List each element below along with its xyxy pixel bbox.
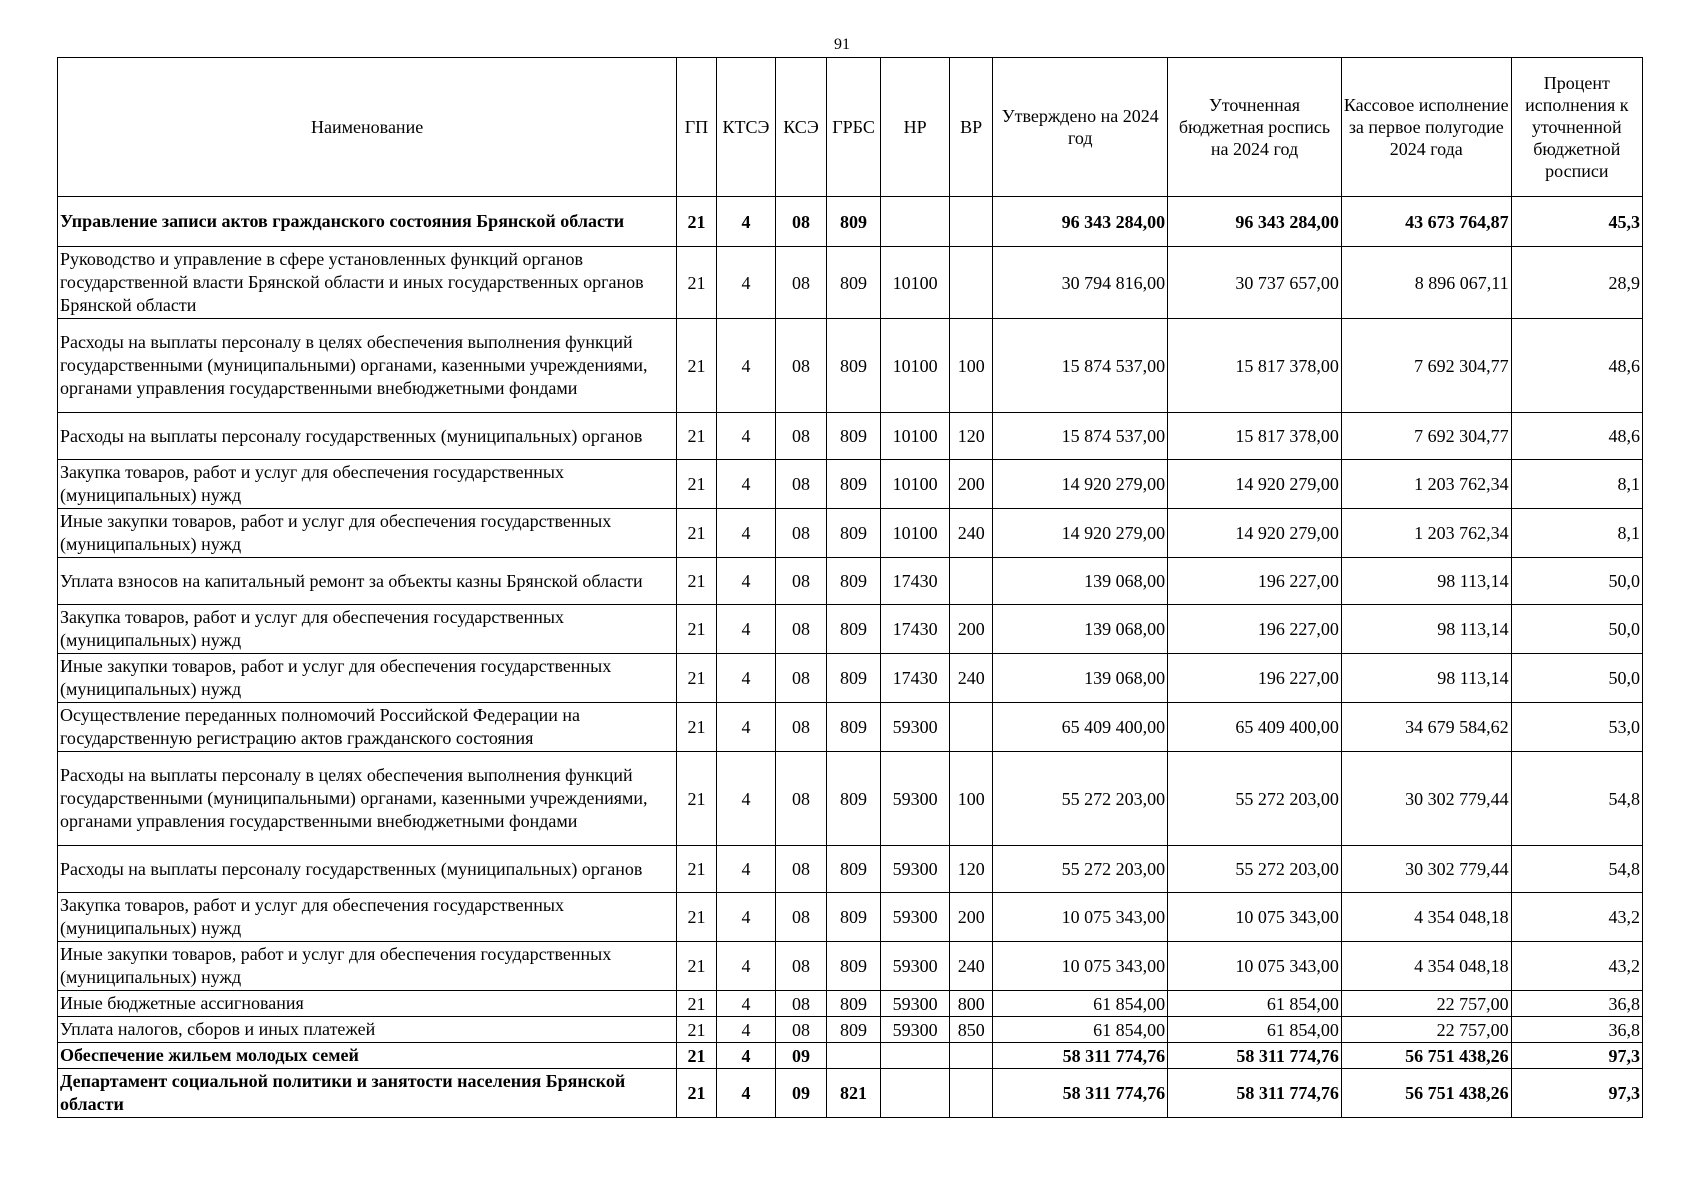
cell-kse: 09 <box>776 1043 827 1069</box>
cell-percent: 54,8 <box>1511 846 1642 893</box>
cell-grbs: 809 <box>826 460 881 509</box>
cell-refined: 96 343 284,00 <box>1168 197 1342 247</box>
cell-approved: 55 272 203,00 <box>993 846 1168 893</box>
table-row <box>58 558 1643 605</box>
cell-percent: 28,9 <box>1511 247 1642 319</box>
cell-nr: 17430 <box>881 654 950 703</box>
cell-grbs: 809 <box>826 605 881 654</box>
cell-vr: 850 <box>949 1017 992 1043</box>
table-header-row <box>58 58 1643 197</box>
cell-name: Закупка товаров, работ и услуг для обеспечения государственных (муниципальных) нужд <box>58 605 677 654</box>
cell-cash: 8 896 067,11 <box>1341 247 1511 319</box>
table-row <box>58 846 1643 893</box>
cell-cash: 98 113,14 <box>1341 605 1511 654</box>
cell-refined: 196 227,00 <box>1168 605 1342 654</box>
cell-cash: 34 679 584,62 <box>1341 703 1511 752</box>
cell-refined: 61 854,00 <box>1168 991 1342 1017</box>
cell-kse: 08 <box>776 413 827 460</box>
cell-nr <box>881 197 950 247</box>
cell-approved: 65 409 400,00 <box>993 703 1168 752</box>
budget-execution-table <box>57 57 1643 1118</box>
cell-approved: 58 311 774,76 <box>993 1069 1168 1118</box>
cell-ktse: 4 <box>716 1069 776 1118</box>
cell-nr: 59300 <box>881 1017 950 1043</box>
cell-grbs: 821 <box>826 1069 881 1118</box>
cell-vr: 200 <box>949 460 992 509</box>
cell-percent: 53,0 <box>1511 703 1642 752</box>
cell-kse: 08 <box>776 942 827 991</box>
cell-grbs: 809 <box>826 319 881 413</box>
cell-gp: 21 <box>677 413 716 460</box>
cell-nr: 59300 <box>881 942 950 991</box>
cell-kse: 08 <box>776 460 827 509</box>
cell-ktse: 4 <box>716 247 776 319</box>
cell-ktse: 4 <box>716 752 776 846</box>
cell-percent: 43,2 <box>1511 942 1642 991</box>
cell-vr <box>949 1069 992 1118</box>
cell-vr: 240 <box>949 654 992 703</box>
cell-approved: 139 068,00 <box>993 558 1168 605</box>
cell-cash: 98 113,14 <box>1341 654 1511 703</box>
table-row <box>58 1069 1643 1118</box>
cell-cash: 4 354 048,18 <box>1341 942 1511 991</box>
cell-ktse: 4 <box>716 319 776 413</box>
cell-vr <box>949 247 992 319</box>
cell-gp: 21 <box>677 319 716 413</box>
cell-name: Расходы на выплаты персоналу в целях обеспечения выполнения функций государственными (муниципальными) органами, казенными учреждениями, органами управления государственными внебюджетными фондами <box>58 752 677 846</box>
table-row <box>58 654 1643 703</box>
cell-name: Уплата налогов, сборов и иных платежей <box>58 1017 677 1043</box>
cell-name: Руководство и управление в сфере установленных функций органов государственной власти Брянской области и иных государственных органов Брянской области <box>58 247 677 319</box>
header-approved: Утверждено на 2024 год <box>993 58 1168 197</box>
cell-ktse: 4 <box>716 558 776 605</box>
cell-kse: 08 <box>776 247 827 319</box>
cell-kse: 08 <box>776 319 827 413</box>
cell-grbs <box>826 1043 881 1069</box>
cell-ktse: 4 <box>716 991 776 1017</box>
table-row <box>58 509 1643 558</box>
table-row <box>58 1017 1643 1043</box>
cell-name: Иные закупки товаров, работ и услуг для обеспечения государственных (муниципальных) нужд <box>58 509 677 558</box>
cell-gp: 21 <box>677 654 716 703</box>
cell-gp: 21 <box>677 605 716 654</box>
cell-ktse: 4 <box>716 846 776 893</box>
cell-name: Департамент социальной политики и занятости населения Брянской области <box>58 1069 677 1118</box>
table-row <box>58 319 1643 413</box>
cell-kse: 08 <box>776 893 827 942</box>
cell-approved: 139 068,00 <box>993 605 1168 654</box>
cell-ktse: 4 <box>716 509 776 558</box>
cell-nr: 59300 <box>881 991 950 1017</box>
cell-nr <box>881 1069 950 1118</box>
cell-percent: 54,8 <box>1511 752 1642 846</box>
cell-ktse: 4 <box>716 703 776 752</box>
cell-nr: 10100 <box>881 247 950 319</box>
cell-percent: 36,8 <box>1511 991 1642 1017</box>
cell-grbs: 809 <box>826 703 881 752</box>
header-vr: ВР <box>949 58 992 197</box>
cell-approved: 61 854,00 <box>993 991 1168 1017</box>
cell-refined: 58 311 774,76 <box>1168 1043 1342 1069</box>
cell-kse: 08 <box>776 197 827 247</box>
cell-nr: 10100 <box>881 509 950 558</box>
cell-percent: 50,0 <box>1511 654 1642 703</box>
cell-name: Закупка товаров, работ и услуг для обеспечения государственных (муниципальных) нужд <box>58 893 677 942</box>
cell-name: Расходы на выплаты персоналу государственных (муниципальных) органов <box>58 846 677 893</box>
cell-vr: 100 <box>949 319 992 413</box>
cell-vr <box>949 558 992 605</box>
cell-percent: 48,6 <box>1511 413 1642 460</box>
cell-vr <box>949 703 992 752</box>
cell-percent: 8,1 <box>1511 509 1642 558</box>
table-body <box>58 197 1643 1118</box>
cell-refined: 65 409 400,00 <box>1168 703 1342 752</box>
cell-ktse: 4 <box>716 893 776 942</box>
cell-cash: 7 692 304,77 <box>1341 319 1511 413</box>
cell-approved: 55 272 203,00 <box>993 752 1168 846</box>
cell-gp: 21 <box>677 1043 716 1069</box>
cell-approved: 61 854,00 <box>993 1017 1168 1043</box>
cell-refined: 15 817 378,00 <box>1168 413 1342 460</box>
cell-ktse: 4 <box>716 460 776 509</box>
cell-nr: 59300 <box>881 893 950 942</box>
cell-nr: 59300 <box>881 752 950 846</box>
cell-approved: 15 874 537,00 <box>993 413 1168 460</box>
cell-approved: 14 920 279,00 <box>993 509 1168 558</box>
cell-vr: 100 <box>949 752 992 846</box>
cell-grbs: 809 <box>826 991 881 1017</box>
cell-gp: 21 <box>677 846 716 893</box>
cell-name: Осуществление переданных полномочий Российской Федерации на государственную регистрацию актов гражданского состояния <box>58 703 677 752</box>
header-refined: Уточненная бюджетная роспись на 2024 год <box>1168 58 1342 197</box>
cell-gp: 21 <box>677 247 716 319</box>
cell-gp: 21 <box>677 558 716 605</box>
cell-gp: 21 <box>677 509 716 558</box>
cell-kse: 08 <box>776 509 827 558</box>
cell-vr <box>949 197 992 247</box>
cell-gp: 21 <box>677 460 716 509</box>
cell-grbs: 809 <box>826 846 881 893</box>
cell-percent: 45,3 <box>1511 197 1642 247</box>
cell-refined: 15 817 378,00 <box>1168 319 1342 413</box>
cell-kse: 08 <box>776 703 827 752</box>
cell-ktse: 4 <box>716 197 776 247</box>
cell-cash: 56 751 438,26 <box>1341 1043 1511 1069</box>
cell-refined: 10 075 343,00 <box>1168 942 1342 991</box>
cell-percent: 50,0 <box>1511 558 1642 605</box>
cell-gp: 21 <box>677 752 716 846</box>
cell-cash: 1 203 762,34 <box>1341 509 1511 558</box>
cell-grbs: 809 <box>826 1017 881 1043</box>
header-cash: Кассовое исполнение за первое полугодие 2024 года <box>1341 58 1511 197</box>
cell-vr: 200 <box>949 893 992 942</box>
cell-grbs: 809 <box>826 247 881 319</box>
cell-grbs: 809 <box>826 654 881 703</box>
cell-approved: 15 874 537,00 <box>993 319 1168 413</box>
cell-nr <box>881 1043 950 1069</box>
cell-percent: 50,0 <box>1511 605 1642 654</box>
cell-vr: 200 <box>949 605 992 654</box>
cell-cash: 22 757,00 <box>1341 991 1511 1017</box>
cell-refined: 14 920 279,00 <box>1168 509 1342 558</box>
cell-gp: 21 <box>677 942 716 991</box>
cell-name: Иные закупки товаров, работ и услуг для обеспечения государственных (муниципальных) нужд <box>58 942 677 991</box>
cell-approved: 10 075 343,00 <box>993 942 1168 991</box>
cell-grbs: 809 <box>826 752 881 846</box>
cell-nr: 10100 <box>881 319 950 413</box>
cell-kse: 08 <box>776 752 827 846</box>
header-kse: КСЭ <box>776 58 827 197</box>
cell-ktse: 4 <box>716 942 776 991</box>
cell-refined: 61 854,00 <box>1168 1017 1342 1043</box>
table-row <box>58 991 1643 1017</box>
cell-percent: 48,6 <box>1511 319 1642 413</box>
cell-name: Закупка товаров, работ и услуг для обеспечения государственных (муниципальных) нужд <box>58 460 677 509</box>
cell-cash: 1 203 762,34 <box>1341 460 1511 509</box>
cell-approved: 58 311 774,76 <box>993 1043 1168 1069</box>
cell-percent: 97,3 <box>1511 1069 1642 1118</box>
header-name: Наименование <box>58 58 677 197</box>
table-row <box>58 197 1643 247</box>
cell-ktse: 4 <box>716 1017 776 1043</box>
cell-vr: 800 <box>949 991 992 1017</box>
header-gp: ГП <box>677 58 716 197</box>
cell-approved: 14 920 279,00 <box>993 460 1168 509</box>
cell-kse: 08 <box>776 654 827 703</box>
cell-cash: 22 757,00 <box>1341 1017 1511 1043</box>
table-row <box>58 752 1643 846</box>
table-row <box>58 942 1643 991</box>
cell-approved: 30 794 816,00 <box>993 247 1168 319</box>
cell-refined: 196 227,00 <box>1168 558 1342 605</box>
cell-approved: 10 075 343,00 <box>993 893 1168 942</box>
cell-name: Иные бюджетные ассигнования <box>58 991 677 1017</box>
cell-grbs: 809 <box>826 558 881 605</box>
cell-percent: 36,8 <box>1511 1017 1642 1043</box>
cell-approved: 139 068,00 <box>993 654 1168 703</box>
cell-cash: 4 354 048,18 <box>1341 893 1511 942</box>
cell-name: Уплата взносов на капитальный ремонт за объекты казны Брянской области <box>58 558 677 605</box>
cell-kse: 08 <box>776 558 827 605</box>
table-row <box>58 247 1643 319</box>
header-nr: НР <box>881 58 950 197</box>
table-row <box>58 703 1643 752</box>
cell-gp: 21 <box>677 197 716 247</box>
cell-ktse: 4 <box>716 654 776 703</box>
table-row <box>58 893 1643 942</box>
cell-refined: 10 075 343,00 <box>1168 893 1342 942</box>
cell-gp: 21 <box>677 893 716 942</box>
cell-refined: 55 272 203,00 <box>1168 846 1342 893</box>
cell-grbs: 809 <box>826 942 881 991</box>
cell-ktse: 4 <box>716 413 776 460</box>
cell-nr: 59300 <box>881 846 950 893</box>
header-ktse: КТСЭ <box>716 58 776 197</box>
header-grbs: ГРБС <box>826 58 881 197</box>
cell-gp: 21 <box>677 1069 716 1118</box>
cell-grbs: 809 <box>826 413 881 460</box>
cell-name: Расходы на выплаты персоналу в целях обеспечения выполнения функций государственными (муниципальными) органами, казенными учреждениями, органами управления государственными внебюджетными фондами <box>58 319 677 413</box>
cell-kse: 08 <box>776 991 827 1017</box>
cell-ktse: 4 <box>716 1043 776 1069</box>
cell-cash: 56 751 438,26 <box>1341 1069 1511 1118</box>
cell-refined: 14 920 279,00 <box>1168 460 1342 509</box>
cell-nr: 10100 <box>881 413 950 460</box>
cell-nr: 10100 <box>881 460 950 509</box>
cell-cash: 98 113,14 <box>1341 558 1511 605</box>
cell-refined: 58 311 774,76 <box>1168 1069 1342 1118</box>
table-row <box>58 413 1643 460</box>
cell-gp: 21 <box>677 1017 716 1043</box>
cell-percent: 43,2 <box>1511 893 1642 942</box>
cell-vr: 240 <box>949 509 992 558</box>
cell-cash: 43 673 764,87 <box>1341 197 1511 247</box>
cell-refined: 55 272 203,00 <box>1168 752 1342 846</box>
cell-name: Обеспечение жильем молодых семей <box>58 1043 677 1069</box>
cell-cash: 7 692 304,77 <box>1341 413 1511 460</box>
cell-percent: 97,3 <box>1511 1043 1642 1069</box>
cell-percent: 8,1 <box>1511 460 1642 509</box>
cell-name: Иные закупки товаров, работ и услуг для обеспечения государственных (муниципальных) нужд <box>58 654 677 703</box>
header-percent: Процент исполнения к уточненной бюджетной росписи <box>1511 58 1642 197</box>
cell-vr: 120 <box>949 846 992 893</box>
cell-nr: 17430 <box>881 605 950 654</box>
cell-nr: 17430 <box>881 558 950 605</box>
cell-cash: 30 302 779,44 <box>1341 846 1511 893</box>
cell-nr: 59300 <box>881 703 950 752</box>
cell-cash: 30 302 779,44 <box>1341 752 1511 846</box>
cell-kse: 09 <box>776 1069 827 1118</box>
cell-name: Расходы на выплаты персоналу государственных (муниципальных) органов <box>58 413 677 460</box>
cell-vr <box>949 1043 992 1069</box>
page-number: 91 <box>834 36 850 53</box>
cell-gp: 21 <box>677 703 716 752</box>
cell-vr: 240 <box>949 942 992 991</box>
table-row <box>58 460 1643 509</box>
cell-name: Управление записи актов гражданского состояния Брянской области <box>58 197 677 247</box>
cell-approved: 96 343 284,00 <box>993 197 1168 247</box>
table-row <box>58 605 1643 654</box>
cell-vr: 120 <box>949 413 992 460</box>
cell-refined: 30 737 657,00 <box>1168 247 1342 319</box>
cell-kse: 08 <box>776 605 827 654</box>
table-row <box>58 1043 1643 1069</box>
cell-grbs: 809 <box>826 509 881 558</box>
cell-kse: 08 <box>776 846 827 893</box>
cell-refined: 196 227,00 <box>1168 654 1342 703</box>
cell-grbs: 809 <box>826 893 881 942</box>
cell-kse: 08 <box>776 1017 827 1043</box>
cell-ktse: 4 <box>716 605 776 654</box>
cell-grbs: 809 <box>826 197 881 247</box>
cell-gp: 21 <box>677 991 716 1017</box>
